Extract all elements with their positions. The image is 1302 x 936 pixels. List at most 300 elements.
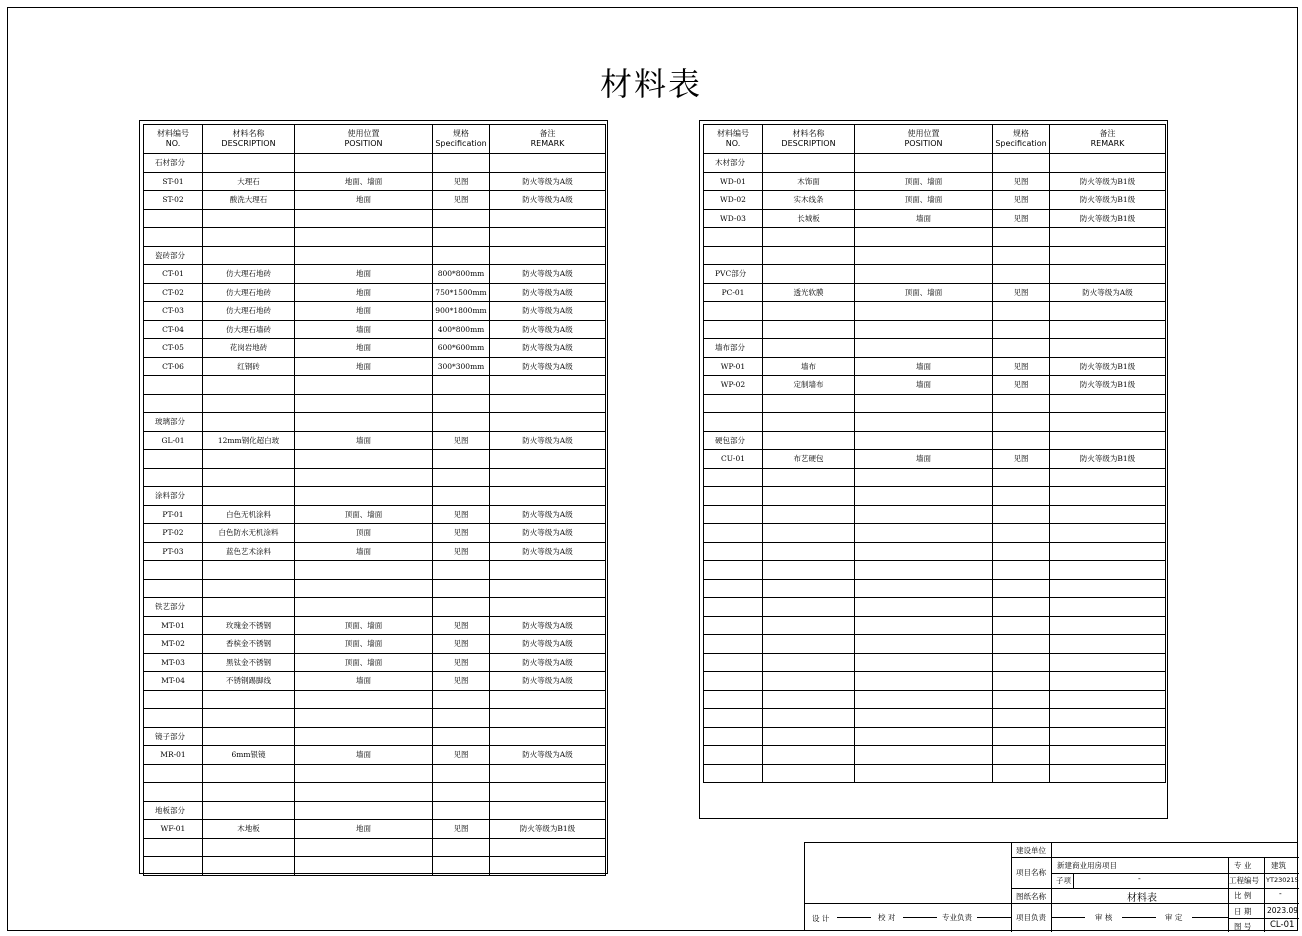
material-remark xyxy=(1050,690,1166,709)
material-description xyxy=(763,413,855,432)
material-no xyxy=(704,320,763,339)
material-spec xyxy=(993,154,1050,173)
material-position xyxy=(295,783,433,802)
material-remark xyxy=(1050,487,1166,506)
material-remark xyxy=(490,838,606,857)
material-description xyxy=(203,801,295,820)
material-spec xyxy=(993,505,1050,524)
material-spec xyxy=(993,320,1050,339)
client-label: 建设单位 xyxy=(1016,846,1046,855)
material-row xyxy=(144,524,606,543)
material-spec: 见图 xyxy=(993,376,1050,395)
scale-label: 比 例 xyxy=(1234,891,1252,900)
material-description: 定制墙布 xyxy=(763,376,855,395)
material-description xyxy=(203,468,295,487)
empty-row xyxy=(704,746,1166,765)
material-no xyxy=(704,542,763,561)
material-remark xyxy=(490,598,606,617)
material-description xyxy=(763,154,855,173)
material-no xyxy=(144,857,203,876)
material-spec xyxy=(433,764,490,783)
material-remark xyxy=(1050,672,1166,691)
header-cn: 备注 xyxy=(539,129,556,138)
empty-row xyxy=(144,450,606,469)
material-spec xyxy=(993,487,1050,506)
material-row xyxy=(144,542,606,561)
material-no: CU-01 xyxy=(704,450,763,469)
material-spec xyxy=(993,616,1050,635)
material-spec xyxy=(993,690,1050,709)
material-spec xyxy=(433,801,490,820)
material-row xyxy=(144,283,606,302)
material-remark: 防火等级为B1级 xyxy=(490,820,606,839)
material-no xyxy=(704,413,763,432)
material-spec xyxy=(433,783,490,802)
empty-row xyxy=(704,524,1166,543)
material-spec xyxy=(433,413,490,432)
material-remark xyxy=(490,228,606,247)
project-no-label: 工程编号 xyxy=(1229,876,1259,885)
material-no xyxy=(704,653,763,672)
material-description xyxy=(763,246,855,265)
material-description: 酸洗大理石 xyxy=(203,191,295,210)
material-description: 香槟金不锈钢 xyxy=(203,635,295,654)
section-row xyxy=(144,598,606,617)
material-spec xyxy=(993,727,1050,746)
empty-row xyxy=(704,394,1166,413)
material-remark xyxy=(1050,524,1166,543)
header-cn: 材料编号 xyxy=(717,129,749,138)
header-en: REMARK xyxy=(530,139,565,148)
material-spec xyxy=(993,579,1050,598)
header-cell xyxy=(855,125,993,154)
material-description xyxy=(763,764,855,783)
material-remark: 防火等级为A级 xyxy=(490,302,606,321)
material-no: PT-02 xyxy=(144,524,203,543)
material-description xyxy=(763,561,855,580)
material-row xyxy=(144,820,606,839)
material-position xyxy=(295,450,433,469)
material-description: 仿大理石地砖 xyxy=(203,302,295,321)
material-no: PT-03 xyxy=(144,542,203,561)
material-spec xyxy=(993,561,1050,580)
section-row xyxy=(144,801,606,820)
material-remark xyxy=(1050,727,1166,746)
material-spec xyxy=(433,727,490,746)
material-row xyxy=(704,209,1166,228)
material-position xyxy=(295,376,433,395)
material-spec: 见图 xyxy=(993,191,1050,210)
material-position xyxy=(295,838,433,857)
material-description: 蓝色艺术涂料 xyxy=(203,542,295,561)
material-description xyxy=(203,764,295,783)
material-no: GL-01 xyxy=(144,431,203,450)
material-description xyxy=(763,339,855,358)
empty-row xyxy=(704,727,1166,746)
material-no: WP-02 xyxy=(704,376,763,395)
material-position xyxy=(295,709,433,728)
material-no xyxy=(144,561,203,580)
material-description xyxy=(203,579,295,598)
material-no: WD-03 xyxy=(704,209,763,228)
material-position xyxy=(295,154,433,173)
material-position xyxy=(855,616,993,635)
material-spec xyxy=(993,431,1050,450)
material-row xyxy=(144,431,606,450)
material-spec xyxy=(433,376,490,395)
header-en: DESCRIPTION xyxy=(221,139,276,148)
material-no xyxy=(144,838,203,857)
material-remark: 防火等级为A级 xyxy=(490,746,606,765)
material-position xyxy=(855,487,993,506)
material-position: 顶面、墙面 xyxy=(295,653,433,672)
material-spec xyxy=(433,561,490,580)
material-description xyxy=(763,524,855,543)
header-cn: 使用位置 xyxy=(347,129,380,138)
section-row xyxy=(144,413,606,432)
material-no xyxy=(704,746,763,765)
material-description: 仿大理石地砖 xyxy=(203,283,295,302)
drawing-no-label: 图 号 xyxy=(1234,922,1252,931)
material-position xyxy=(855,468,993,487)
material-remark xyxy=(490,246,606,265)
section-label: 玻璃部分 xyxy=(144,413,203,432)
material-spec xyxy=(993,598,1050,617)
material-remark xyxy=(1050,413,1166,432)
material-spec xyxy=(433,690,490,709)
material-remark: 防火等级为B1级 xyxy=(1050,209,1166,228)
section-label: 石材部分 xyxy=(144,154,203,173)
material-spec: 见图 xyxy=(433,616,490,635)
material-description xyxy=(763,616,855,635)
material-remark xyxy=(1050,561,1166,580)
material-position: 墙面 xyxy=(295,746,433,765)
material-remark xyxy=(1050,653,1166,672)
material-spec xyxy=(993,394,1050,413)
header-cell xyxy=(203,125,295,154)
material-spec xyxy=(433,709,490,728)
material-remark: 防火等级为A级 xyxy=(490,265,606,284)
material-spec xyxy=(433,838,490,857)
material-position: 墙面 xyxy=(295,672,433,691)
section-label: 镜子部分 xyxy=(144,727,203,746)
material-position xyxy=(855,542,993,561)
material-spec: 见图 xyxy=(993,209,1050,228)
material-remark xyxy=(1050,320,1166,339)
header-en: Specification xyxy=(435,139,487,148)
material-description xyxy=(763,505,855,524)
empty-row xyxy=(144,579,606,598)
material-description xyxy=(763,579,855,598)
material-spec xyxy=(993,542,1050,561)
section-row xyxy=(704,154,1166,173)
material-no xyxy=(704,635,763,654)
material-position: 顶面、墙面 xyxy=(855,172,993,191)
material-description xyxy=(203,783,295,802)
material-position xyxy=(295,561,433,580)
material-description xyxy=(203,561,295,580)
empty-row xyxy=(704,561,1166,580)
material-description xyxy=(763,672,855,691)
material-spec: 见图 xyxy=(433,524,490,543)
material-remark xyxy=(490,209,606,228)
material-description: 木地板 xyxy=(203,820,295,839)
empty-row xyxy=(704,672,1166,691)
scale-value: - xyxy=(1279,889,1282,898)
header-cn: 材料名称 xyxy=(792,129,825,138)
material-position: 顶面、墙面 xyxy=(855,191,993,210)
material-remark xyxy=(490,487,606,506)
material-no: MR-01 xyxy=(144,746,203,765)
material-position xyxy=(855,302,993,321)
material-position xyxy=(855,635,993,654)
material-description xyxy=(203,727,295,746)
material-remark xyxy=(1050,579,1166,598)
specialty-lead-label: 专业负责 xyxy=(942,913,972,922)
material-position xyxy=(295,246,433,265)
material-remark xyxy=(1050,764,1166,783)
material-no xyxy=(144,228,203,247)
material-position xyxy=(295,857,433,876)
material-remark xyxy=(1050,635,1166,654)
material-spec xyxy=(993,413,1050,432)
project-lead-label: 项目负责 xyxy=(1016,913,1046,922)
section-row xyxy=(144,487,606,506)
material-remark: 防火等级为A级 xyxy=(490,191,606,210)
material-spec: 800*800mm xyxy=(433,265,490,284)
material-description xyxy=(203,857,295,876)
material-position xyxy=(855,413,993,432)
material-row xyxy=(144,357,606,376)
material-remark: 防火等级为A级 xyxy=(490,357,606,376)
material-position: 墙面 xyxy=(855,209,993,228)
material-position xyxy=(855,265,993,284)
material-description: 花岗岩地砖 xyxy=(203,339,295,358)
header-cell xyxy=(433,125,490,154)
material-description xyxy=(203,450,295,469)
material-position: 地面 xyxy=(295,265,433,284)
material-no xyxy=(704,246,763,265)
material-remark: 防火等级为B1级 xyxy=(1050,172,1166,191)
material-spec xyxy=(433,857,490,876)
material-position: 顶面 xyxy=(295,524,433,543)
material-no xyxy=(144,376,203,395)
material-spec: 见图 xyxy=(433,653,490,672)
material-spec xyxy=(433,468,490,487)
material-remark xyxy=(490,857,606,876)
material-no xyxy=(144,468,203,487)
material-no xyxy=(704,505,763,524)
material-position: 顶面、墙面 xyxy=(855,283,993,302)
empty-row xyxy=(704,246,1166,265)
material-remark xyxy=(1050,505,1166,524)
drawing-name-label: 图纸名称 xyxy=(1016,892,1046,901)
empty-row xyxy=(704,505,1166,524)
material-spec xyxy=(433,209,490,228)
material-no xyxy=(704,616,763,635)
material-description xyxy=(763,468,855,487)
material-position xyxy=(855,764,993,783)
material-position: 地面 xyxy=(295,283,433,302)
material-spec: 见图 xyxy=(433,542,490,561)
material-position xyxy=(855,561,993,580)
material-position xyxy=(295,468,433,487)
material-row xyxy=(144,746,606,765)
material-row xyxy=(144,191,606,210)
material-description: 12mm钢化超白玻 xyxy=(203,431,295,450)
material-no: CT-05 xyxy=(144,339,203,358)
material-position xyxy=(855,690,993,709)
material-spec xyxy=(993,764,1050,783)
material-spec: 900*1800mm xyxy=(433,302,490,321)
material-position xyxy=(855,524,993,543)
material-description: 黑钛金不锈钢 xyxy=(203,653,295,672)
material-spec xyxy=(993,709,1050,728)
section-label: 硬包部分 xyxy=(704,431,763,450)
material-row xyxy=(144,302,606,321)
material-no: MT-03 xyxy=(144,653,203,672)
material-row xyxy=(144,653,606,672)
material-remark xyxy=(1050,746,1166,765)
material-spec xyxy=(993,246,1050,265)
material-row xyxy=(704,172,1166,191)
material-no xyxy=(704,598,763,617)
material-position xyxy=(295,487,433,506)
material-no xyxy=(704,690,763,709)
material-row xyxy=(704,283,1166,302)
material-position xyxy=(295,690,433,709)
material-description xyxy=(203,246,295,265)
material-description xyxy=(763,746,855,765)
material-remark: 防火等级为A级 xyxy=(490,283,606,302)
material-description xyxy=(763,690,855,709)
project-no-value: YT230215 xyxy=(1266,876,1299,884)
material-remark xyxy=(490,394,606,413)
header-cell xyxy=(144,125,203,154)
material-remark xyxy=(490,561,606,580)
check-label: 校 对 xyxy=(878,913,896,922)
empty-row xyxy=(144,376,606,395)
material-row xyxy=(144,172,606,191)
material-no: MT-04 xyxy=(144,672,203,691)
header-en: Specification xyxy=(995,139,1047,148)
material-table-left xyxy=(139,120,608,874)
material-row xyxy=(144,320,606,339)
material-no: WP-01 xyxy=(704,357,763,376)
header-en: POSITION xyxy=(344,139,383,148)
section-row xyxy=(144,246,606,265)
empty-row xyxy=(704,709,1166,728)
material-description xyxy=(203,228,295,247)
section-row xyxy=(704,265,1166,284)
empty-row xyxy=(144,394,606,413)
material-no xyxy=(144,394,203,413)
material-remark xyxy=(490,154,606,173)
material-position xyxy=(295,598,433,617)
material-spec xyxy=(433,228,490,247)
section-row xyxy=(144,154,606,173)
header-en: REMARK xyxy=(1090,139,1125,148)
empty-row xyxy=(144,690,606,709)
material-no: CT-04 xyxy=(144,320,203,339)
material-remark: 防火等级为B1级 xyxy=(1050,191,1166,210)
header-cell xyxy=(704,125,763,154)
material-row xyxy=(144,265,606,284)
material-no xyxy=(144,579,203,598)
material-position xyxy=(295,413,433,432)
material-remark: 防火等级为A级 xyxy=(490,320,606,339)
material-spec: 见图 xyxy=(433,191,490,210)
material-row xyxy=(144,635,606,654)
material-position xyxy=(855,228,993,247)
material-spec xyxy=(433,154,490,173)
material-position xyxy=(855,579,993,598)
material-no xyxy=(144,690,203,709)
empty-row xyxy=(144,209,606,228)
material-remark: 防火等级为A级 xyxy=(490,505,606,524)
material-remark xyxy=(1050,339,1166,358)
material-description: 仿大理石地砖 xyxy=(203,265,295,284)
material-row xyxy=(704,376,1166,395)
empty-row xyxy=(704,413,1166,432)
empty-row xyxy=(704,487,1166,506)
material-no xyxy=(704,727,763,746)
material-spec: 见图 xyxy=(993,357,1050,376)
header-cell xyxy=(1050,125,1166,154)
material-remark xyxy=(490,709,606,728)
material-description xyxy=(763,709,855,728)
material-position xyxy=(855,727,993,746)
material-spec xyxy=(993,468,1050,487)
material-position xyxy=(855,394,993,413)
material-position: 墙面 xyxy=(295,542,433,561)
approve-label: 审 定 xyxy=(1165,913,1183,922)
material-spec: 见图 xyxy=(993,283,1050,302)
material-remark: 防火等级为A级 xyxy=(490,431,606,450)
table-header-row xyxy=(704,125,1166,154)
material-no xyxy=(144,709,203,728)
header-cn: 材料编号 xyxy=(157,129,189,138)
empty-row xyxy=(704,598,1166,617)
material-position xyxy=(295,727,433,746)
material-no: ST-02 xyxy=(144,191,203,210)
material-remark xyxy=(490,690,606,709)
material-description: 实木线条 xyxy=(763,191,855,210)
material-no xyxy=(704,302,763,321)
material-spec: 见图 xyxy=(433,746,490,765)
empty-row xyxy=(144,764,606,783)
material-remark xyxy=(1050,616,1166,635)
material-spec: 600*600mm xyxy=(433,339,490,358)
empty-row xyxy=(704,228,1166,247)
material-position xyxy=(855,505,993,524)
material-no: CT-01 xyxy=(144,265,203,284)
table-header-row xyxy=(144,125,606,154)
material-description xyxy=(763,265,855,284)
material-description xyxy=(203,413,295,432)
header-cn: 规格 xyxy=(453,129,469,138)
material-position xyxy=(295,394,433,413)
material-position xyxy=(855,598,993,617)
empty-row xyxy=(144,783,606,802)
empty-row xyxy=(144,857,606,876)
design-label: 设 计 xyxy=(812,914,830,923)
material-spec xyxy=(993,635,1050,654)
material-no: PC-01 xyxy=(704,283,763,302)
header-cn: 备注 xyxy=(1099,129,1116,138)
material-remark xyxy=(490,579,606,598)
material-remark: 防火等级为A级 xyxy=(490,672,606,691)
